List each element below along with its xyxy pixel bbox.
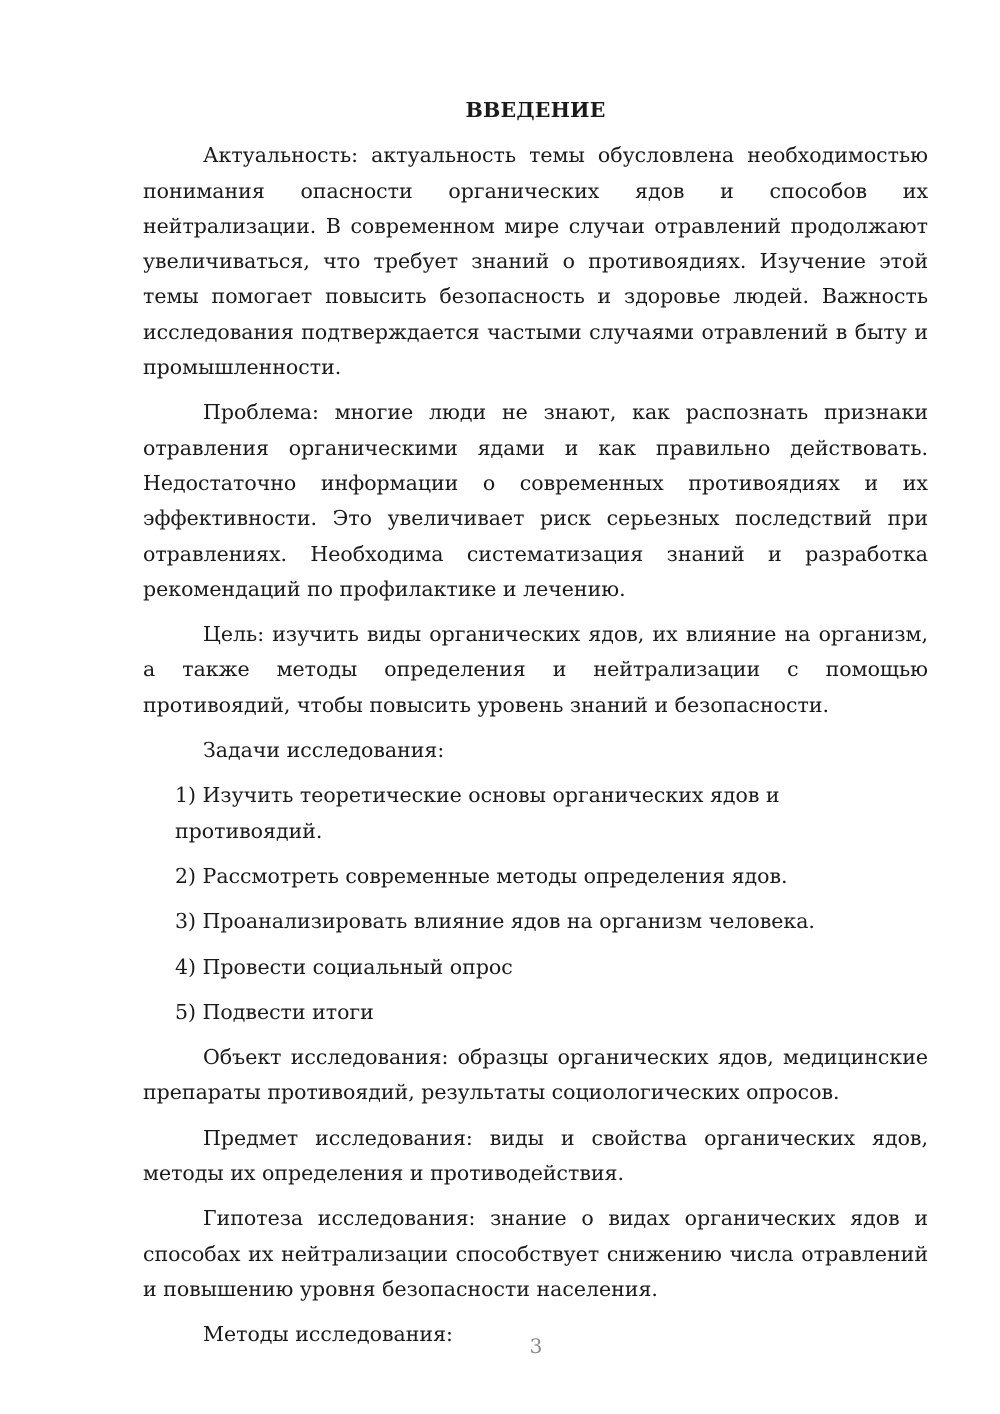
paragraph-goal: Цель: изучить виды органических ядов, их влияние на организм, а также методы определения и нейтрализации с помощью противоядий, чтобы повысить уровень знаний и безопасности.: [143, 622, 928, 717]
paragraph-subject: Предмет исследования: виды и свойства органических ядов, методы их определения и противодействия.: [143, 1125, 928, 1186]
task-list: [143, 778, 928, 1030]
section-heading: ВВЕДЕНИЕ: [465, 98, 606, 122]
paragraph-hypothesis: Гипотеза исследования: знание о видах органических ядов и способах их нейтрализации способствует снижению числа отравлений и повышению уровня безопасности населения.: [143, 1206, 928, 1301]
task-item: 4) Провести социальный опрос: [175, 954, 513, 979]
task-item: 2) Рассмотреть современные методы определения ядов.: [175, 863, 788, 888]
page-number: 3: [529, 1334, 543, 1358]
paragraph-problem: Проблема: многие люди не знают, как распознать признаки отравления органическими ядами и как правильно действовать. Недостаточно информации о современных противоядиях и их эффективности. Это увеличивает риск серьезных последствий при отравлениях. Необходима систематизация знаний и разработка рекомендаций по профилактике и лечению.: [143, 400, 928, 601]
task-item: 1) Изучить теоретические основы органических ядов и противоядий.: [175, 783, 780, 843]
page-content: [143, 93, 928, 1363]
paragraph-relevance: Актуальность: актуальность темы обусловлена необходимостью понимания опасности органических ядов и способов их нейтрализации. В современном мире случаи отравлений продолжают увеличиваться, что требует знаний о противоядиях. Изучение этой темы помогает повысить безопасность и здоровье людей. Важность исследования подтверждается частыми случаями отравлений в быту и промышленности.: [143, 143, 928, 380]
task-item: 5) Подвести итоги: [175, 999, 374, 1024]
tasks-title: Задачи исследования:: [203, 738, 445, 763]
task-item: 3) Проанализировать влияние ядов на организм человека.: [175, 909, 815, 934]
methods-title: Методы исследования:: [203, 1322, 453, 1347]
paragraph-object: Объект исследования: образцы органических ядов, медицинские препараты противоядий, результаты социологических опросов.: [143, 1045, 928, 1105]
